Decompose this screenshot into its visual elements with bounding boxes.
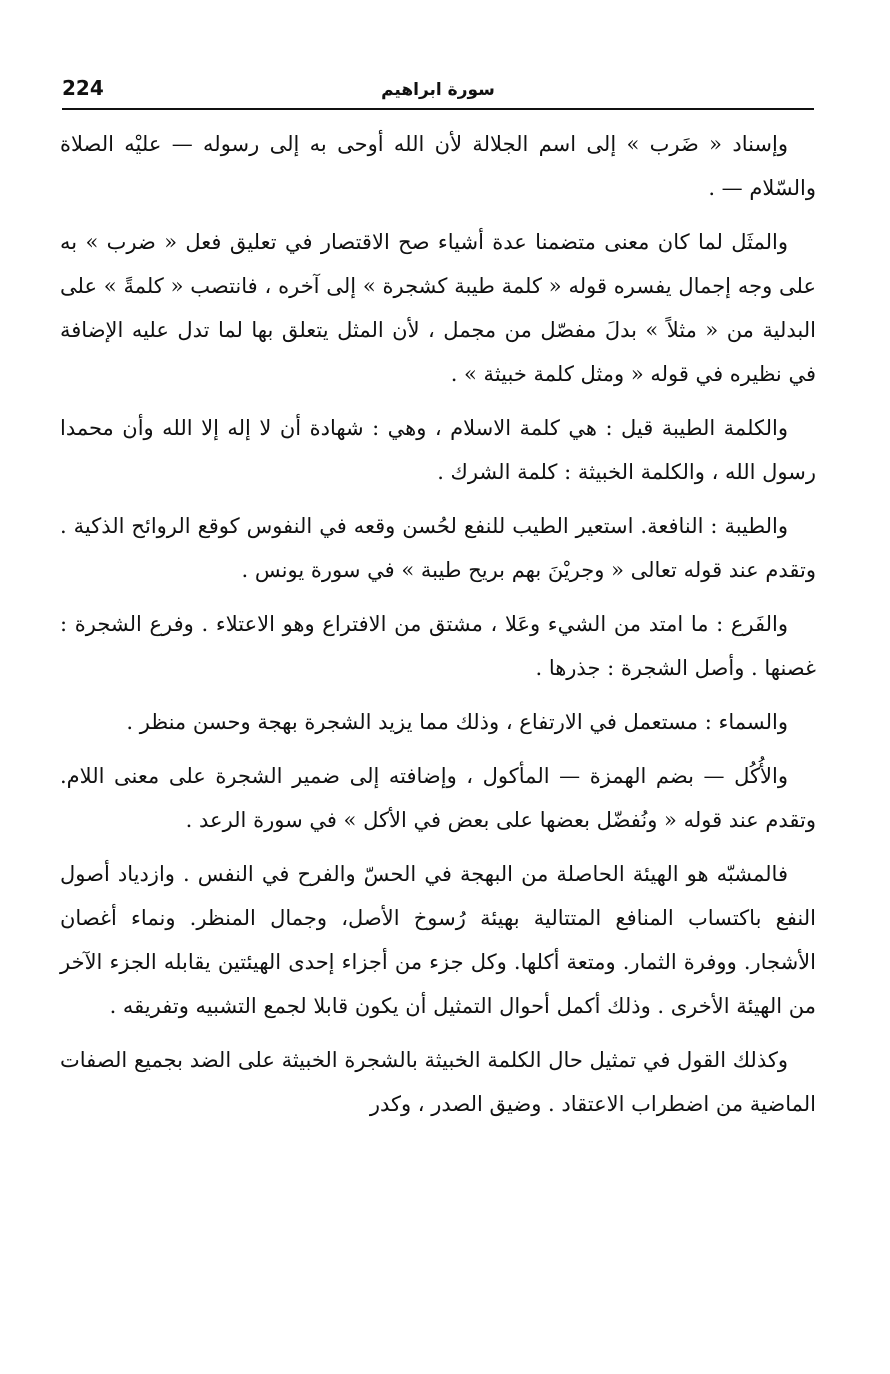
paragraph: وإسناد « ضَرب » إلى اسم الجلالة لأن الله أوحى به إلى رسوله — عليْه الصلاة والسّلام — .	[60, 132, 816, 200]
paragraph: فالمشبّه هو الهيئة الحاصلة من البهجة في الحسّ والفرح في النفس . وازدياد أصول النفع باكتساب المنافع المتتالية بهيئة رُسوخ الأصل، وجمال المنظر. ونماء أغصان الأشجار. ووفرة الثمار. ومتعة أكلها. وكل جزء من أجزاء إحدى الهيئتين يقابله الجزء الآخر من الهيئة الأخرى . وذلك أكمل أحوال التمثيل أن يكون قابلا لجمع التشبيه وتفريقه .	[60, 862, 816, 1018]
paragraph: والأُكُل — بضم الهمزة — المأكول ، وإضافته إلى ضمير الشجرة على معنى اللام. وتقدم عند قوله « ونُفضّل بعضها على بعض في الأكل » في سورة الرعد .	[60, 764, 816, 832]
running-title: سورة ابراهيم	[381, 80, 495, 100]
paragraph: والطيبة : النافعة. استعير الطيب للنفع لحُسن وقعه في النفوس كوقع الروائح الذكية . وتقدم عند قوله تعالى « وجريْنَ بهم بريح طيبة » في سورة يونس .	[60, 514, 816, 582]
paragraph: والمثَل لما كان معنى متضمنا عدة أشياء صح الاقتصار في تعليق فعل « ضرب » به على وجه إجمال يفسره قوله « كلمة طيبة كشجرة » إلى آخره ، فانتصب « كلمةً » على البدلية من « مثلاً » بدلَ مفصّل من مجمل ، لأن المثل يتعلق بها لما تدل عليه الإضافة في نظيره في قوله « ومثل كلمة خبيثة » .	[60, 230, 816, 386]
page-number: 224	[62, 76, 104, 100]
header-rule	[62, 108, 814, 110]
body-text	[60, 122, 816, 1136]
paragraph: والكلمة الطيبة قيل : هي كلمة الاسلام ، وهي : شهادة أن لا إله إلا الله وأن محمدا رسول الله ، والكلمة الخبيثة : كلمة الشرك .	[60, 416, 816, 484]
paragraph: والفَرع : ما امتد من الشيء وعَلا ، مشتق من الافتراع وهو الاعتلاء . وفرع الشجرة : غصنها . وأصل الشجرة : جذرها .	[60, 612, 816, 680]
page-header	[62, 74, 814, 106]
paragraph: وكذلك القول في تمثيل حال الكلمة الخبيثة بالشجرة الخبيثة على الضد بجميع الصفات الماضية من اضطراب الاعتقاد . وضيق الصدر ، وكدر	[60, 1048, 816, 1116]
paragraph: والسماء : مستعمل في الارتفاع ، وذلك مما يزيد الشجرة بهجة وحسن منظر .	[126, 710, 788, 734]
